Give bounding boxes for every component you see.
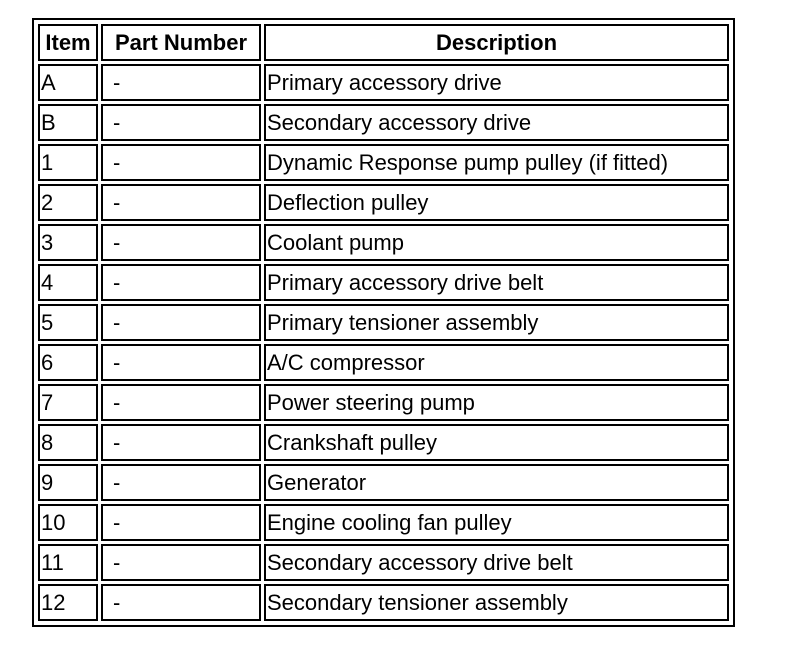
table-row [38,224,729,261]
cell-description: Secondary accessory drive belt [264,544,729,581]
table-row [38,264,729,301]
cell-item: 4 [38,264,98,301]
cell-description: A/C compressor [264,344,729,381]
table-row [38,464,729,501]
cell-description: Power steering pump [264,384,729,421]
cell-item: 10 [38,504,98,541]
cell-part-number: - [101,464,261,501]
cell-item: 11 [38,544,98,581]
cell-part-number: - [101,64,261,101]
table-row [38,544,729,581]
cell-part-number: - [101,424,261,461]
header-description: Description [264,24,729,61]
cell-item: A [38,64,98,101]
cell-part-number: - [101,304,261,341]
cell-part-number: - [101,264,261,301]
cell-description: Secondary accessory drive [264,104,729,141]
parts-table-frame [32,18,735,627]
table-row [38,184,729,221]
cell-part-number: - [101,584,261,621]
cell-part-number: - [101,184,261,221]
cell-description: Secondary tensioner assembly [264,584,729,621]
cell-item: 2 [38,184,98,221]
cell-description: Deflection pulley [264,184,729,221]
cell-item: 9 [38,464,98,501]
table-row [38,304,729,341]
table-row [38,144,729,181]
table-row [38,584,729,621]
table-row [38,64,729,101]
cell-item: B [38,104,98,141]
cell-description: Dynamic Response pump pulley (if fitted) [264,144,729,181]
cell-description: Engine cooling fan pulley [264,504,729,541]
table-header-row [38,24,729,61]
cell-part-number: - [101,384,261,421]
table-row [38,504,729,541]
cell-item: 5 [38,304,98,341]
table-row [38,344,729,381]
table-row [38,424,729,461]
cell-description: Primary tensioner assembly [264,304,729,341]
cell-description: Primary accessory drive [264,64,729,101]
table-row [38,104,729,141]
table-row [38,384,729,421]
cell-item: 7 [38,384,98,421]
cell-part-number: - [101,544,261,581]
header-part-number: Part Number [101,24,261,61]
cell-item: 3 [38,224,98,261]
cell-part-number: - [101,224,261,261]
cell-item: 12 [38,584,98,621]
cell-part-number: - [101,344,261,381]
header-item: Item [38,24,98,61]
cell-description: Coolant pump [264,224,729,261]
cell-part-number: - [101,504,261,541]
cell-description: Generator [264,464,729,501]
cell-description: Primary accessory drive belt [264,264,729,301]
cell-item: 6 [38,344,98,381]
cell-item: 1 [38,144,98,181]
cell-part-number: - [101,104,261,141]
cell-description: Crankshaft pulley [264,424,729,461]
cell-item: 8 [38,424,98,461]
cell-part-number: - [101,144,261,181]
table-body [38,64,729,621]
parts-table [35,21,732,624]
